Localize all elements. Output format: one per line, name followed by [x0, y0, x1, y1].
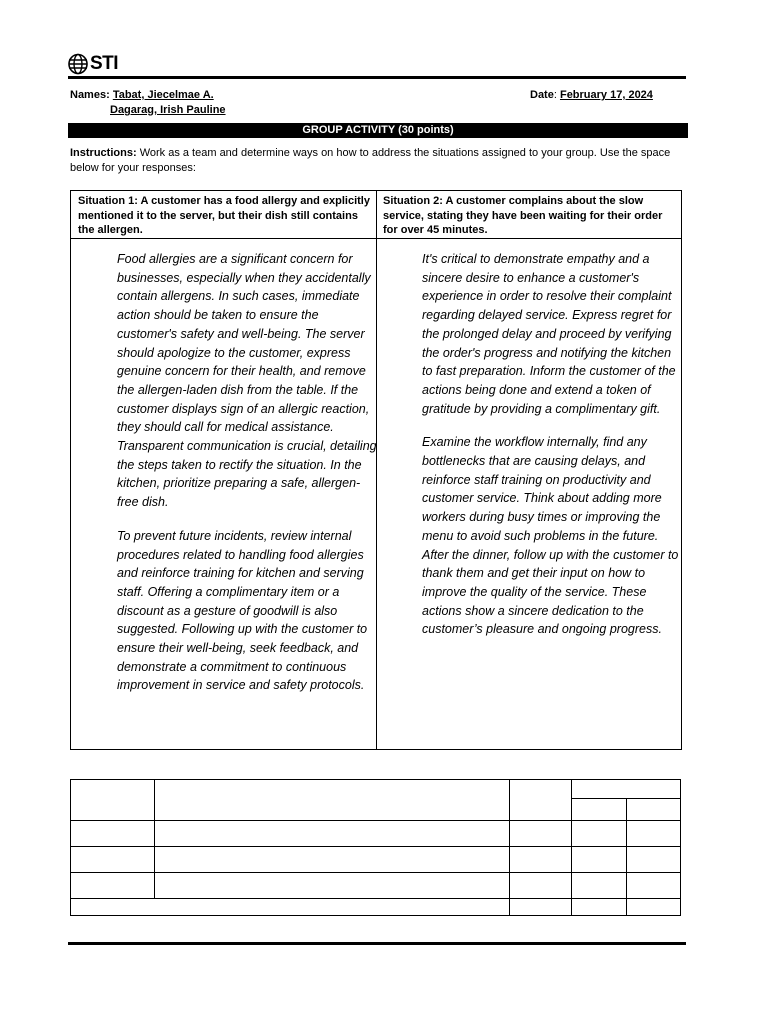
situation-2-response	[422, 250, 684, 654]
date-value: February 17, 2024	[559, 89, 653, 101]
instructions-label: Instructions:	[70, 147, 137, 159]
situation-1-label: Situation 1	[78, 195, 135, 207]
name-1: Tabat, Jiecelmae A.	[112, 89, 214, 101]
grid-line	[70, 779, 71, 916]
rubric-table	[70, 779, 681, 916]
top-divider	[68, 76, 686, 79]
situations-table	[70, 190, 682, 750]
situation-1-header: Situation 1: A customer has a food allergy and explicitly mentioned it to the server, but their dish still contains the allergen.	[78, 195, 370, 236]
situation-1-text: A customer has a food allergy and explicitly mentioned it to the server, but their dish still contains the allergen.	[78, 195, 370, 236]
situation-2-header: Situation 2: A customer complains about the slow service, stating they have been waiting for their order for over 45 minutes.	[383, 195, 663, 236]
grid-line	[70, 915, 681, 916]
activity-banner: GROUP ACTIVITY (30 points)	[68, 123, 688, 138]
response-paragraph: Examine the workflow internally, find any bottlenecks that are causing delays, and reinforce staff training on productivity and customer service. Think about adding more workers during busy times or improving the menu to avoid such problems in the future. After the dinner, follow up with the customer to thank them and get their input on how to improve the quality of the service. These actions show a sincere dedication to the customer’s pleasure and ongoing progress.	[422, 435, 679, 637]
names-label: Names:	[70, 89, 110, 101]
header-rule	[71, 238, 681, 239]
response-paragraph: It's critical to demonstrate empathy and a sincere desire to enhance a customer's experience in order to resolve their complaint regarding delayed service. Express regret for the prolonged delay and proceed by verifying the order's progress and notifying the kitchen to fast preparation. Inform the customer of the actions being done and extend a token of gratitude by providing a complimentary gift.	[422, 252, 676, 416]
globe-icon	[68, 53, 88, 75]
grid-line	[509, 779, 510, 916]
grid-line	[680, 779, 681, 916]
situation-1-response	[117, 250, 379, 710]
grid-line	[70, 820, 681, 821]
response-paragraph: To prevent future incidents, review internal procedures related to handling food allergies and reinforce training for kitchen and serving staff. Offering a complimentary item or a discount as a gesture of goodwill is also suggested. Following up with the customer to ensure their well-being, seek feedback, and demonstrate a commitment to continuous improvement in service and safety protocols.	[117, 528, 368, 693]
grid-line	[70, 779, 681, 780]
instructions	[70, 146, 682, 176]
bottom-divider	[68, 942, 686, 945]
instructions-text: Work as a team and determine ways on how to address the situations assigned to your group. Use the space below for your responses:	[70, 147, 671, 174]
response-paragraph: Food allergies are a significant concern for businesses, especially when they accidentally contain allergens. In such cases, immediate action should be taken to ensure the customer's safety and well-being. The server should apologize to the customer, express genuine concern for their health, and remove the allergen-laden dish from the table. If the customer displays sign of an allergic reaction, they should call for medical assistance. Transparent communication is crucial, detailing the steps taken to rectify the situation. In the kitchen, prioritize preparing a safe, allergen-free dish.	[117, 252, 377, 510]
sti-logo	[68, 50, 128, 78]
grid-line	[70, 872, 681, 873]
date-block: Date: February 17, 2024	[530, 89, 653, 101]
situation-2-label: Situation 2	[383, 195, 440, 207]
grid-line	[154, 779, 155, 898]
logo-text: STI	[90, 53, 119, 74]
situation-2-text: A customer complains about the slow service, stating they have been waiting for their order for over 45 minutes.	[383, 195, 663, 236]
names-row	[70, 88, 686, 116]
grid-line	[70, 898, 681, 899]
grid-line	[70, 846, 681, 847]
date-label: Date	[530, 89, 554, 101]
grid-line	[571, 779, 572, 916]
grid-line	[626, 798, 627, 916]
name-2: Dagarag, Irish Pauline	[110, 104, 226, 116]
